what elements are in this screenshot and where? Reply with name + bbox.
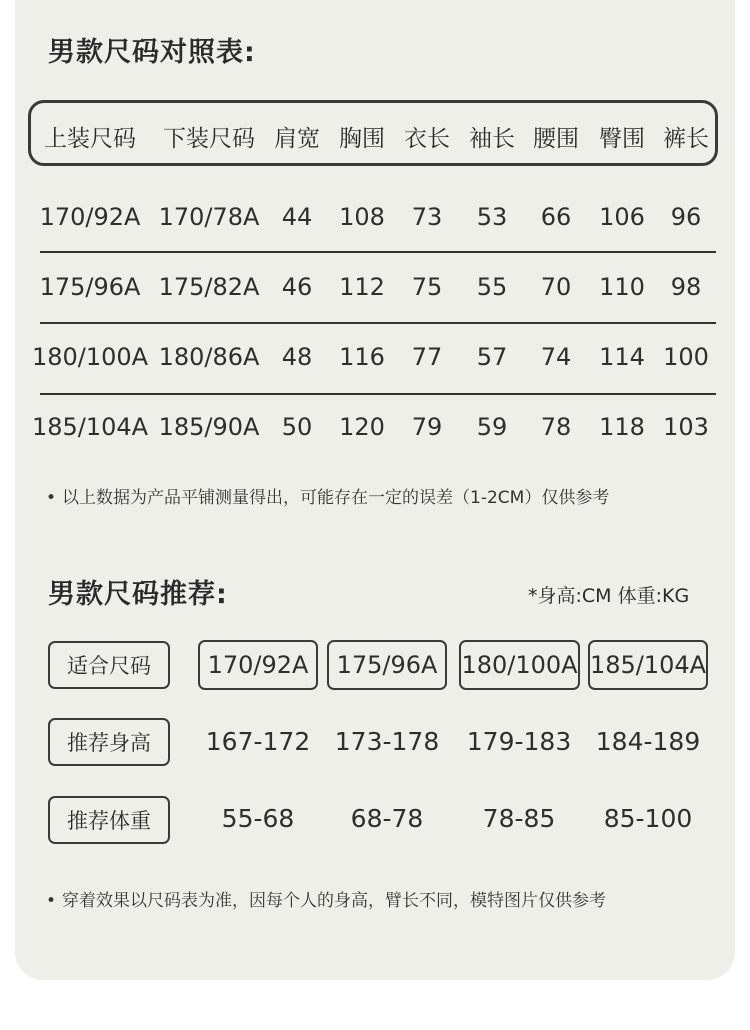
recommended-weight-label: 推荐体重: [48, 796, 170, 844]
table-cell: 70: [540, 273, 572, 301]
size-option-box: 180/100A: [459, 640, 580, 690]
table-cell: 180/100A: [31, 343, 149, 371]
table-header-cell: 胸围: [339, 126, 385, 152]
table-cell: 118: [599, 413, 645, 441]
fit-disclaimer-note: • 穿着效果以尺码表为准，因每个人的身高，臂长不同，模特图片仅供参考: [46, 891, 607, 911]
table-cell: 59: [476, 413, 508, 441]
table-cell: 74: [540, 343, 572, 371]
table-cell: 57: [476, 343, 508, 371]
recommended-height-value: 173-178: [334, 727, 440, 756]
table-cell: 114: [599, 343, 645, 371]
size-recommend-title: 男款尺码推荐:: [48, 579, 228, 610]
recommended-height-value: 184-189: [595, 727, 701, 756]
table-cell: 98: [670, 273, 702, 301]
recommended-weight-value: 85-100: [603, 804, 693, 833]
table-header-cell: 衣长: [404, 126, 450, 152]
size-option-box: 170/92A: [198, 640, 318, 690]
unit-note: *身高:CM 体重:KG: [528, 585, 690, 607]
table-cell: 112: [339, 273, 385, 301]
recommended-weight-value: 68-78: [350, 804, 424, 833]
row-divider: [40, 322, 716, 324]
recommended-height-value: 179-183: [466, 727, 572, 756]
table-cell: 170/78A: [158, 203, 260, 231]
recommended-height-label: 推荐身高: [48, 718, 170, 766]
table-cell: 75: [411, 273, 443, 301]
table-header-cell: 袖长: [469, 126, 515, 152]
table-cell: 175/82A: [158, 273, 260, 301]
recommended-weight-value: 55-68: [221, 804, 295, 833]
recommended-weight-value: 78-85: [482, 804, 556, 833]
recommended-height-value: 167-172: [205, 727, 311, 756]
table-cell: 185/104A: [31, 413, 149, 441]
row-divider: [40, 251, 716, 253]
table-cell: 44: [281, 203, 313, 231]
table-cell: 78: [540, 413, 572, 441]
table-cell: 180/86A: [158, 343, 260, 371]
table-cell: 185/90A: [158, 413, 260, 441]
table-header-cell: 裤长: [663, 126, 709, 152]
table-cell: 106: [599, 203, 645, 231]
table-cell: 108: [339, 203, 385, 231]
size-chart-title: 男款尺码对照表:: [48, 37, 256, 68]
size-option-box: 175/96A: [327, 640, 447, 690]
table-cell: 79: [411, 413, 443, 441]
table-cell: 100: [663, 343, 709, 371]
measurement-note: • 以上数据为产品平铺测量得出，可能存在一定的误差（1-2CM）仅供参考: [46, 488, 610, 508]
table-cell: 96: [670, 203, 702, 231]
table-cell: 120: [339, 413, 385, 441]
table-cell: 73: [411, 203, 443, 231]
table-cell: 175/96A: [39, 273, 141, 301]
table-cell: 55: [476, 273, 508, 301]
table-cell: 116: [339, 343, 385, 371]
table-header-cell: 臀围: [599, 126, 645, 152]
table-cell: 170/92A: [39, 203, 141, 231]
table-cell: 53: [476, 203, 508, 231]
table-cell: 48: [281, 343, 313, 371]
table-cell: 77: [411, 343, 443, 371]
table-header-cell: 腰围: [533, 126, 579, 152]
table-cell: 110: [599, 273, 645, 301]
fit-size-label: 适合尺码: [48, 641, 170, 689]
table-header-cell: 下装尺码: [163, 126, 255, 152]
size-option-box: 185/104A: [588, 640, 708, 690]
table-header-cell: 肩宽: [274, 126, 320, 152]
table-header-cell: 上装尺码: [44, 126, 136, 152]
table-cell: 66: [540, 203, 572, 231]
row-divider: [40, 393, 716, 395]
table-cell: 103: [663, 413, 709, 441]
table-cell: 50: [281, 413, 313, 441]
table-cell: 46: [281, 273, 313, 301]
